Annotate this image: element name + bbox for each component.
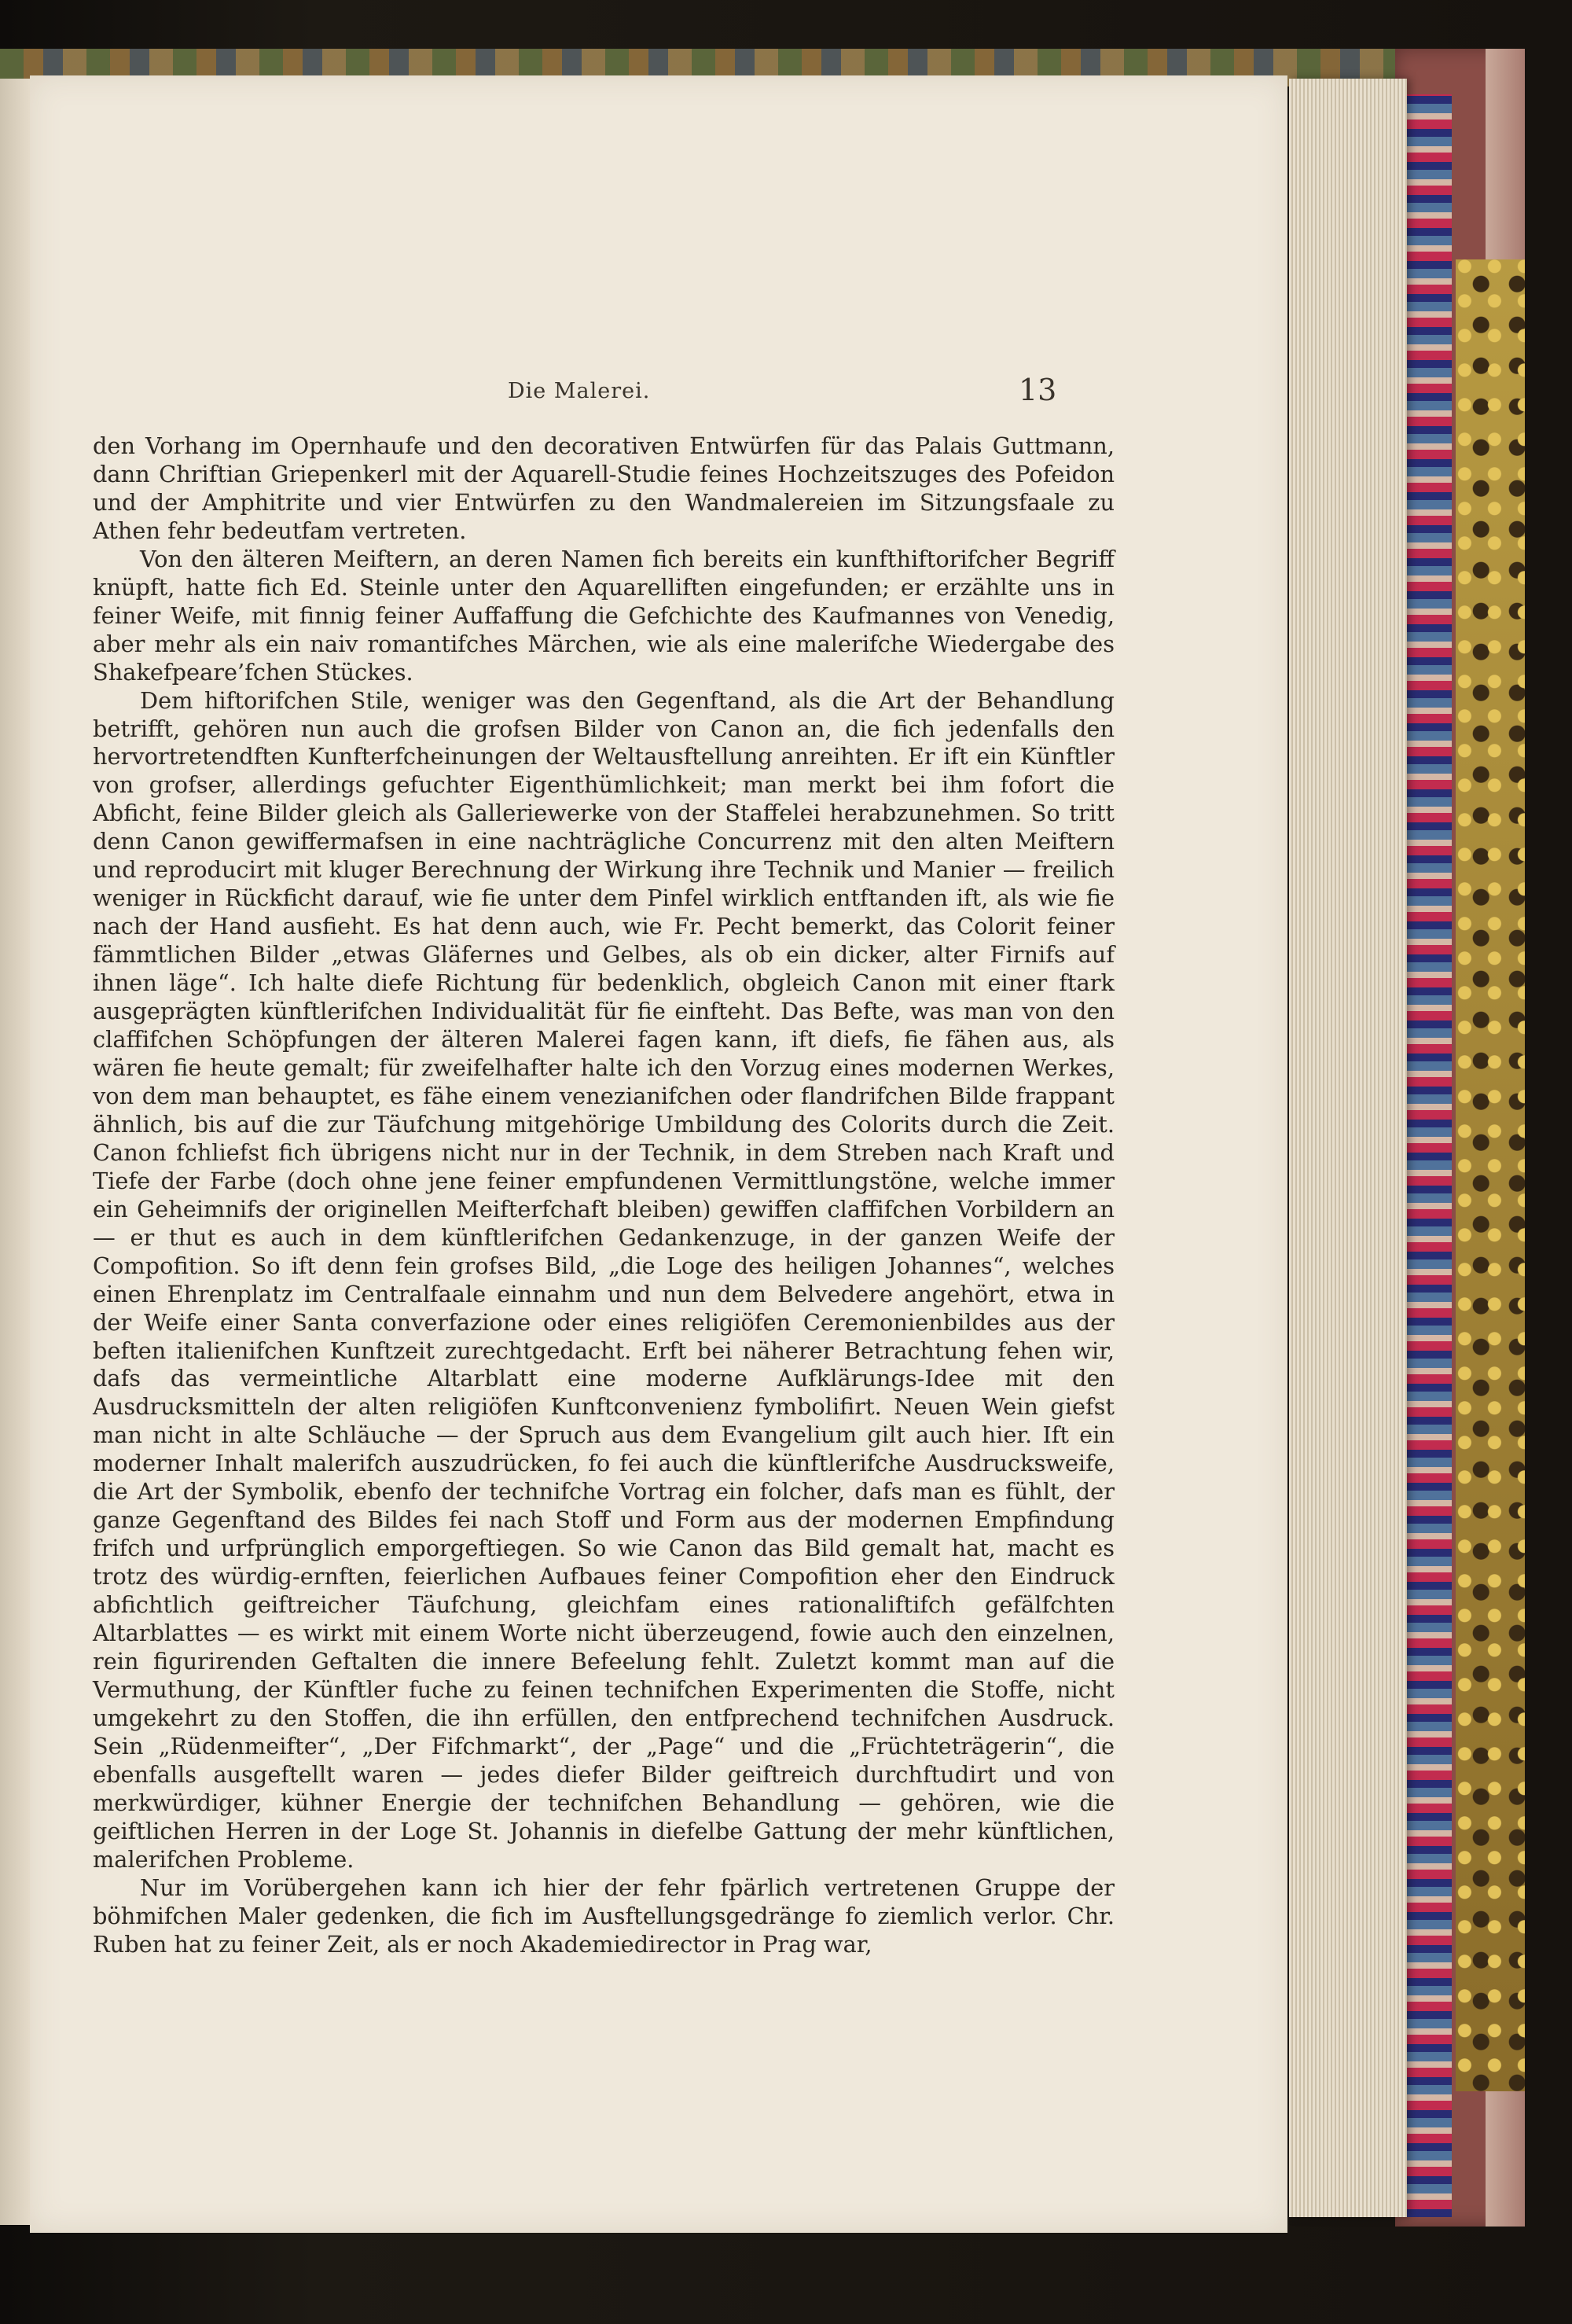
book-page [30,75,1287,2233]
marbled-page-edge [1403,94,1452,2217]
page-stack-edges [1289,79,1407,2217]
page-number: 13 [1019,373,1057,407]
body-text [93,432,1115,1958]
paragraph: Nur im Vorübergehen kann ich hier der fehr fpärlich vertretenen Gruppe der böhmifchen Maler gedenken, die fich im Ausftellungsgedränge fo ziemlich verlor. Chr. Ruben hat zu feiner Zeit, als er noch Akademiedirector in Prag war, [93,1874,1115,1958]
marbled-endpaper [1456,259,1525,2091]
running-head [30,373,1287,407]
running-head-title: Die Malerei. [508,379,651,403]
paragraph: Von den älteren Meiftern, an deren Namen fich bereits ein kunfthiftorifcher Begriff knüpft, hatte fich Ed. Steinle unter den Aquarelliften eingefunden; er erzählte uns in feiner Weife, mit finnig feiner Auffaffung die Gefchichte des Kaufmannes von Venedig, aber mehr als ein naiv romantifches Märchen, wie als eine malerifche Wiedergabe des Shakefpeare’fchen Stückes. [93,545,1115,686]
facing-page-edge [0,79,31,2225]
paragraph: den Vorhang im Opernhaufe und den decorativen Entwürfen für das Palais Guttmann, dann Chriftian Griepenkerl mit der Aquarell-Studie feines Hochzeitszuges des Pofeidon und der Amphitrite und vier Entwürfen zu den Wandmalereien im Sitzungsfaale zu Athen fehr bedeutfam vertreten. [93,432,1115,544]
paragraph: Dem hiftorifchen Stile, weniger was den Gegenftand, als die Art der Behandlung betrifft, gehören nun auch die grofsen Bilder von Canon an, die fich jedenfalls den hervortretendften Kunfterfcheinungen der Weltausftellung anreihten. Er ift ein Künftler von grofser, allerdings gefuchter Eigenthümlichkeit; man merkt bei ihm fofort die Abficht, feine Bilder gleich als Galleriewerke von der Staffelei herabzunehmen. So tritt denn Canon gewiffermafsen in eine nachträgliche Concurrenz mit den alten Meiftern und reproducirt mit kluger Berechnung der Wirkung ihre Technik und Manier — freilich weniger in Rückficht darauf, wie fie unter dem Pinfel wirklich entftanden ift, als wie fie nach der Hand ausfieht. Es hat denn auch, wie Fr. Pecht bemerkt, das Colorit feiner fämmtlichen Bilder „etwas Gläfernes und Gelbes, als ob ein dicker, alter Firnifs auf ihnen läge“. Ich halte diefe Richtung für bedenklich, obgleich Canon mit einer ftark ausgeprägten künftlerifchen Individualität für fie einfteht. Das Befte, was man von den claffifchen Schöpfungen der älteren Malerei fagen kann, ift diefs, fie fähen aus, als wären fie heute gemalt; für zweifelhafter halte ich den Vorzug eines modernen Werkes, von dem man behauptet, es fähe einem venezianifchen oder flandrifchen Bilde frappant ähnlich, bis auf die zur Täufchung mitgehörige Umbildung des Colorits durch die Zeit. Canon fchliefst fich übrigens nicht nur in der Technik, in dem Streben nach Kraft und Tiefe der Farbe (doch ohne jene feiner empfundenen Vermittlungstöne, welche immer ein Geheimnifs der originellen Meifterfchaft bleiben) gewiffen claffifchen Vorbildern an — er thut es auch in dem künftlerifchen Gedankenzuge, in der ganzen Weife der Compofition. So ift denn fein grofses Bild, „die Loge des heiligen Johannes“, welches einen Ehrenplatz im Centralfaale einnahm und nun dem Belvedere angehört, etwa in der Weife einer Santa converfazione oder eines religiöfen Ceremonienbildes aus der beften italienifchen Kunftzeit zurechtgedacht. Erft bei näherer Betrachtung fehen wir, dafs das vermeintliche Altarblatt eine moderne Aufklärungs-Idee mit den Ausdrucksmitteln der alten religiöfen Kunftconvenienz fymbolifirt. Neuen Wein giefst man nicht in alte Schläuche — der Spruch aus dem Evangelium gilt auch hier. Ift ein moderner Inhalt malerifch auszudrücken, fo fei auch die künftlerifche Ausdrucksweife, die Art der Symbolik, ebenfo der technifche Vortrag ein folcher, dafs man es fühlt, der ganze Gegenftand des Bildes fei nach Stoff und Form aus der modernen Empfindung frifch und urfprünglich emporgeftiegen. So wie Canon das Bild gemalt hat, macht es trotz des würdig-ernften, feierlichen Aufbaues feiner Compofition eher den Eindruck abfichtlich geiftreicher Täufchung, gleichfam eines rationaliftifch gefälfchten Altarblattes — es wirkt mit einem Worte nicht überzeugend, fowie auch den einzelnen, rein figurirenden Geftalten die innere Befeelung fehlt. Zuletzt kommt man auf die Vermuthung, der Künftler fuche zu feinen technifchen Experimenten die Stoffe, nicht umgekehrt zu den Stoffen, die ihn erfüllen, den entfprechend technifchen Ausdruck. Sein „Rüdenmeifter“, „Der Fifchmarkt“, der „Page“ und die „Früchteträgerin“, die ebenfalls ausgeftellt waren — jedes diefer Bilder geiftreich durchftudirt und von merkwürdiger, kühner Energie der technifchen Behandlung — gehören, wie die geiftlichen Herren in der Loge St. Johannis in diefelbe Gattung der mehr künftlichen, malerifchen Probleme. [93,686,1115,1873]
